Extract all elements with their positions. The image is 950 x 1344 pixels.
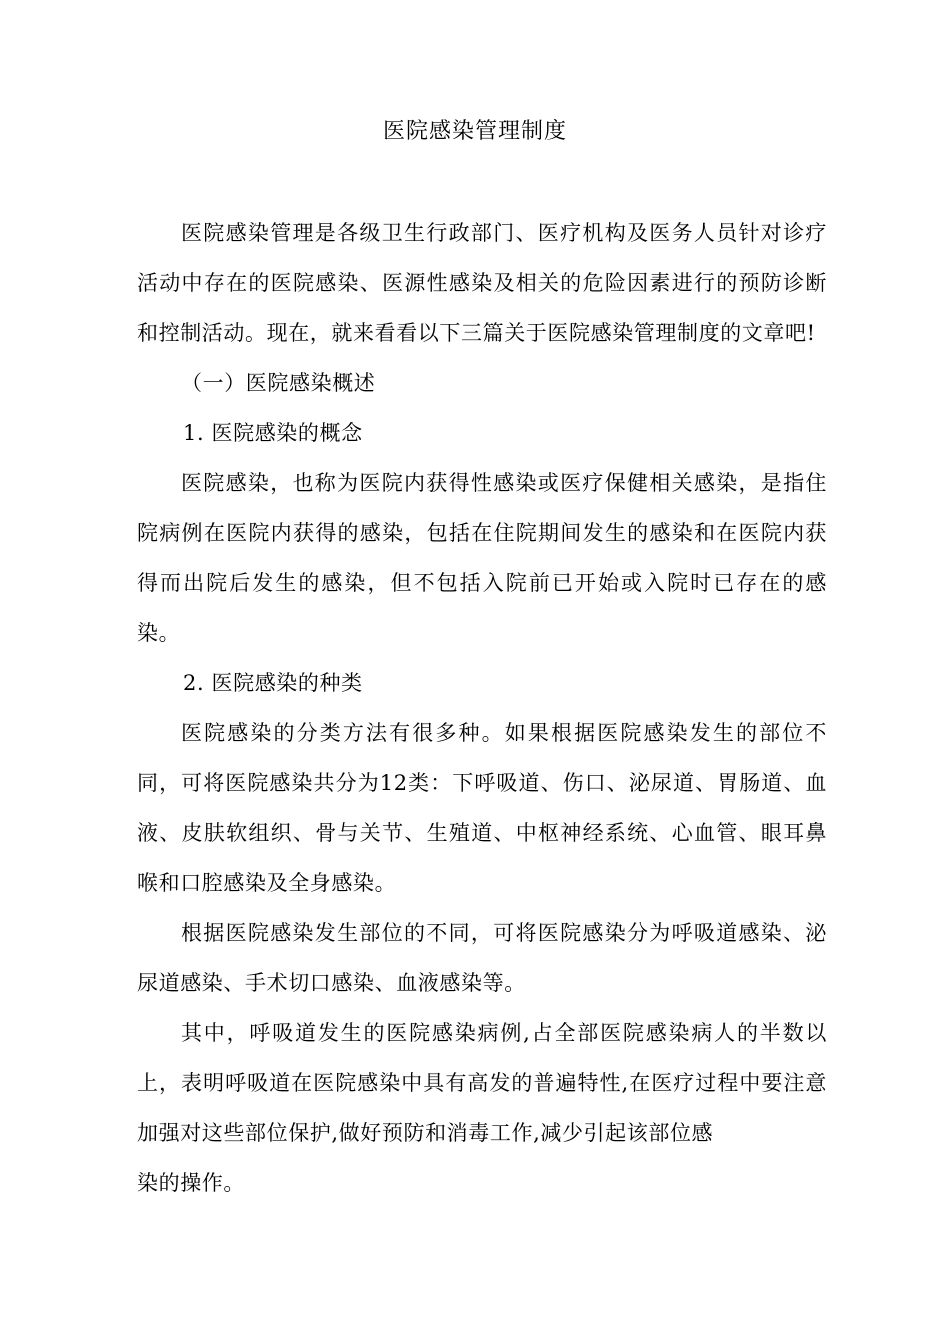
- subsection-1-paragraph: 医院感染，也称为医院内获得性感染或医疗保健相关感染，是指住院病例在医院内获得的感染，包括在住院期间发生的感染和在医院内获得而出院后发生的感染，但不包括入院前已开始或入院时已存在的感染。: [137, 471, 827, 645]
- subsection-2-paragraph-1: 医院感染的分类方法有很多种。如果根据医院感染发生的部位不同，可将医院感染共分为12类：下呼吸道、伤口、泌尿道、胃肠道、血液、皮肤软组织、骨与关节、生殖道、中枢神经系统、心血管、眼耳鼻喉和口腔感染及全身感染。: [137, 721, 827, 895]
- subsection-2-paragraph-3: [137, 1008, 827, 1208]
- section-heading: （一）医院感染概述: [181, 371, 376, 395]
- document-body: [137, 208, 827, 1208]
- subsection-1-heading: 1. 医院感染的概念: [183, 421, 363, 445]
- subsection-2-paragraph-2: 根据医院感染发生部位的不同，可将医院感染分为呼吸道感染、泌尿道感染、手术切口感染、血液感染等。: [137, 921, 827, 995]
- subsection-2-heading: 2. 医院感染的种类: [183, 671, 363, 695]
- intro-paragraph: 医院感染管理是各级卫生行政部门、医疗机构及医务人员针对诊疗活动中存在的医院感染、医源性感染及相关的危险因素进行的预防诊断和控制活动。现在，就来看看以下三篇关于医院感染管理制度的文章吧!: [137, 221, 827, 345]
- subsection-2-paragraph-3-main: 其中，呼吸道发生的医院感染病例,占全部医院感染病人的半数以上，表明呼吸道在医院感染中具有高发的普遍特性,在医疗过程中要注意加强对这些部位保护,做好预防和消毒工作,减少引起该部位感: [137, 1021, 827, 1145]
- document-title: 医院感染管理制度: [382, 119, 567, 144]
- subsection-2-paragraph-3-tail: 染的操作。: [137, 1171, 245, 1195]
